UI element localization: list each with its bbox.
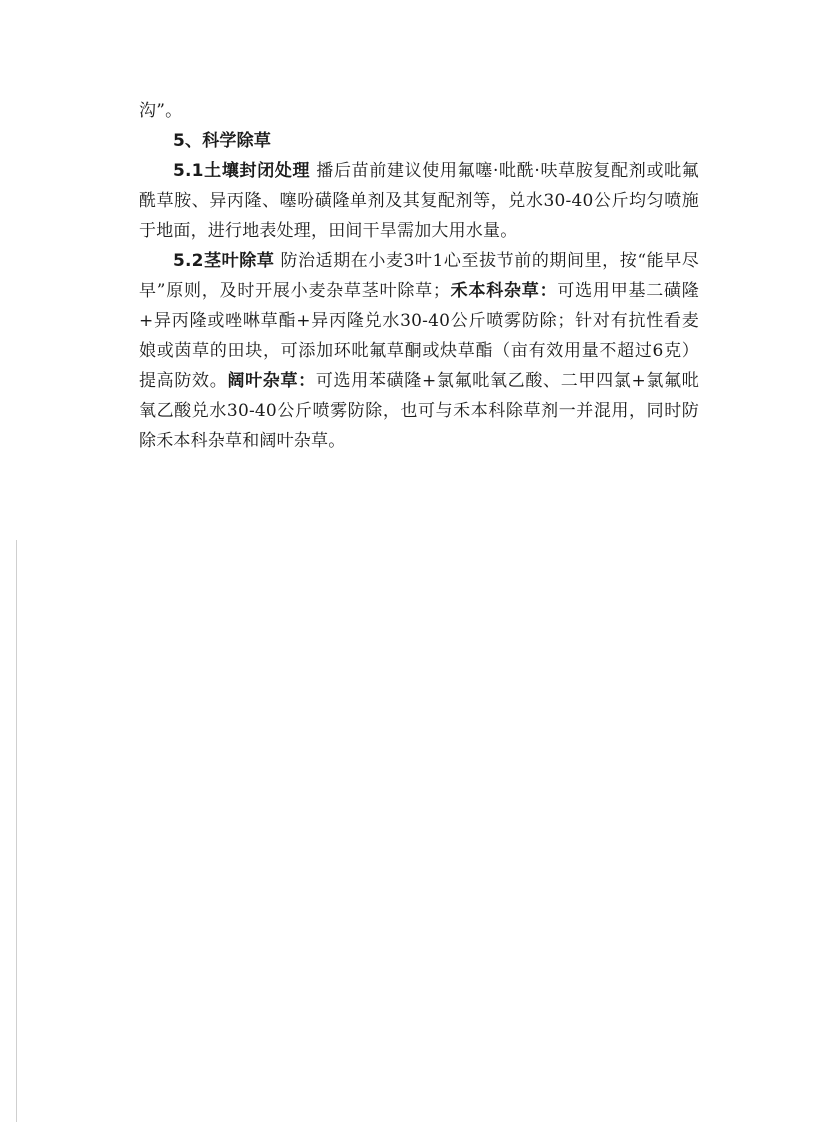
document-body <box>139 96 699 456</box>
grass-weeds-text: 可选用甲基二磺隆+异丙隆或唑啉草酯+异丙隆兑水30-40公斤喷雾防除；针对有抗性看麦娘或茵草的田块，可添加环吡氟草酮或炔草酯（亩有效用量不超过6克）提高防效。 <box>139 281 699 391</box>
broadleaf-weeds-label: 阔叶杂草： <box>227 371 316 391</box>
paragraph-5-1-label: 5.1土壤封闭处理 <box>173 161 311 181</box>
paragraph-5-1 <box>139 156 699 246</box>
grass-weeds-label: 禾本科杂草： <box>450 281 558 301</box>
broadleaf-weeds-text: 可选用苯磺隆+氯氟吡氧乙酸、二甲四氯+氯氟吡氧乙酸兑水30-40公斤喷雾防除，也可与禾本科除草剂一并混用，同时防除禾本科杂草和阔叶杂草。 <box>139 371 699 451</box>
paragraph-5-2 <box>139 246 699 456</box>
continuation-text: 沟”。 <box>139 101 183 121</box>
paragraph-5-1-text: 播后苗前建议使用氟噻·吡酰·呋草胺复配剂或吡氟酰草胺、异丙隆、噻吩磺隆单剂及其复配剂等，兑水30-40公斤均匀喷施于地面，进行地表处理，田间干旱需加大用水量。 <box>139 161 699 241</box>
section-heading: 5、科学除草 <box>173 131 272 151</box>
paragraph-5-2-text-a: 防治适期在小麦3叶1心至拔节前的期间里，按“能早尽早”原则，及时开展小麦杂草茎叶除草； <box>139 251 700 301</box>
scan-edge-line <box>16 540 17 1122</box>
paragraph-5-2-label: 5.2茎叶除草 <box>173 251 275 271</box>
